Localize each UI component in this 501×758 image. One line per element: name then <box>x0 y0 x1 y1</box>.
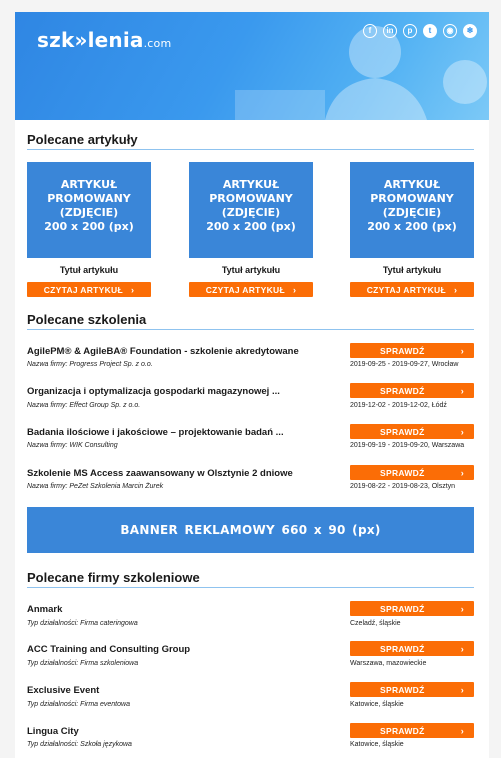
company-name[interactable]: Lingua City <box>27 726 79 737</box>
company-activity: Typ działalności: Firma szkoleniowa <box>27 660 139 667</box>
company-location: Katowice, śląskie <box>350 701 404 708</box>
logo-suffix: lenia <box>87 28 144 52</box>
course-title[interactable]: Badania ilościowe i jakościowe – projektowanie badań ... <box>27 427 284 438</box>
twitter-icon[interactable]: t <box>423 24 437 38</box>
courses-section-title: Polecane szkolenia <box>27 312 147 327</box>
linkedin-icon[interactable]: in <box>383 24 397 38</box>
company-name[interactable]: Anmark <box>27 604 63 615</box>
read-article-button[interactable] <box>189 282 313 297</box>
articles-divider <box>27 149 474 150</box>
chevron-right-icon: › <box>460 426 464 437</box>
course-dates-location: 2019-09-25 - 2019-09-27, Wrocław <box>350 361 459 368</box>
placeholder-line: ARTYKUŁ <box>60 178 118 191</box>
course-company: Nazwa firmy: PeZet Szkolenia Marcin Żurek <box>27 483 164 490</box>
course-company: Nazwa firmy: WIK Consulting <box>27 442 118 449</box>
button-label: SPRAWDŹ <box>380 426 425 437</box>
site-logo[interactable] <box>37 28 171 52</box>
course-title[interactable]: AgilePM® & AgileBA® Foundation - szkolenie akredytowane <box>27 346 299 357</box>
chevron-right-icon: › <box>130 284 135 295</box>
companies-divider <box>27 587 474 588</box>
companies-section-title: Polecane firmy szkoleniowe <box>27 570 200 585</box>
social-links <box>363 24 477 38</box>
button-label: SPRAWDŹ <box>380 725 425 736</box>
course-title[interactable]: Organizacja i optymalizacja gospodarki magazynowej ... <box>27 386 280 397</box>
button-label: CZYTAJ ARTYKUŁ <box>43 284 123 295</box>
chevron-right-icon: › <box>460 684 464 695</box>
placeholder-line: ARTYKUŁ <box>222 178 280 191</box>
read-article-button[interactable] <box>27 282 151 297</box>
button-label: SPRAWDŹ <box>380 643 425 654</box>
placeholder-line: PROMOWANY <box>370 192 454 205</box>
chevron-right-icon: › <box>453 284 458 295</box>
chevron-right-icon: › <box>292 284 297 295</box>
logo-prefix: szk <box>37 28 75 52</box>
chevron-right-icon: › <box>460 725 464 736</box>
check-course-button[interactable] <box>350 424 474 439</box>
placeholder-line: PROMOWANY <box>209 192 293 205</box>
article-title[interactable]: Tytuł artykułu <box>59 265 119 275</box>
article-title[interactable]: Tytuł artykułu <box>382 265 442 275</box>
company-location: Warszawa, mazowieckie <box>350 660 427 667</box>
company-activity: Typ działalności: Firma cateringowa <box>27 620 138 627</box>
placeholder-line: (ZDJĘCIE) <box>59 206 119 219</box>
company-location: Czeladź, śląskie <box>350 620 401 627</box>
facebook-icon[interactable]: f <box>363 24 377 38</box>
article-image-placeholder[interactable] <box>189 162 313 258</box>
check-company-button[interactable] <box>350 723 474 738</box>
header-banner <box>15 12 489 120</box>
button-label: SPRAWDŹ <box>380 467 425 478</box>
chevron-right-icon: › <box>460 643 464 654</box>
logo-domain: .com <box>143 37 172 50</box>
logo-arrows-icon: » <box>74 28 88 52</box>
article-image-placeholder[interactable] <box>350 162 474 258</box>
button-label: SPRAWDŹ <box>380 684 425 695</box>
button-label: SPRAWDŹ <box>380 385 425 396</box>
check-course-button[interactable] <box>350 343 474 358</box>
check-company-button[interactable] <box>350 682 474 697</box>
button-label: CZYTAJ ARTYKUŁ <box>205 284 285 295</box>
placeholder-line: 200 x 200 (px) <box>206 220 296 233</box>
check-company-button[interactable] <box>350 641 474 656</box>
instagram-icon[interactable]: ◉ <box>443 24 457 38</box>
company-location: Katowice, śląskie <box>350 741 404 748</box>
chevron-right-icon: › <box>460 345 464 356</box>
chevron-right-icon: › <box>460 467 464 478</box>
course-dates-location: 2019-09-19 - 2019-09-20, Warszawa <box>350 442 465 449</box>
course-dates-location: 2019-08-22 - 2019-08-23, Olsztyn <box>350 483 456 490</box>
button-label: SPRAWDŹ <box>380 345 425 356</box>
company-name[interactable]: ACC Training and Consulting Group <box>27 644 191 655</box>
snowflake-icon[interactable]: ❄ <box>463 24 477 38</box>
course-title[interactable]: Szkolenie MS Access zaawansowany w Olsztynie 2 dniowe <box>27 468 293 479</box>
company-name[interactable]: Exclusive Event <box>27 685 100 696</box>
ad-banner-placeholder[interactable]: BANNER REKLAMOWY 660 x 90 (px) <box>27 507 474 553</box>
course-dates-location: 2019-12-02 - 2019-12-02, Łódź <box>350 402 447 409</box>
chevron-right-icon: › <box>460 385 464 396</box>
course-company: Nazwa firmy: Effect Group Sp. z o.o. <box>27 402 141 409</box>
button-label: CZYTAJ ARTYKUŁ <box>366 284 446 295</box>
placeholder-line: (ZDJĘCIE) <box>382 206 442 219</box>
company-activity: Typ działalności: Szkoła językowa <box>27 741 132 748</box>
pinterest-icon[interactable]: p <box>403 24 417 38</box>
check-course-button[interactable] <box>350 383 474 398</box>
course-company: Nazwa firmy: Progress Project Sp. z o.o. <box>27 361 153 368</box>
placeholder-line: PROMOWANY <box>47 192 131 205</box>
placeholder-line: (ZDJĘCIE) <box>221 206 281 219</box>
check-course-button[interactable] <box>350 465 474 480</box>
chevron-right-icon: › <box>460 603 464 614</box>
placeholder-line: 200 x 200 (px) <box>367 220 457 233</box>
placeholder-line: 200 x 200 (px) <box>44 220 134 233</box>
company-activity: Typ działalności: Firma eventowa <box>27 701 130 708</box>
newsletter-card <box>15 12 489 758</box>
button-label: SPRAWDŹ <box>380 603 425 614</box>
placeholder-line: ARTYKUŁ <box>383 178 441 191</box>
check-company-button[interactable] <box>350 601 474 616</box>
articles-section-title: Polecane artykuły <box>27 132 138 147</box>
read-article-button[interactable] <box>350 282 474 297</box>
article-image-placeholder[interactable] <box>27 162 151 258</box>
courses-divider <box>27 329 474 330</box>
article-title[interactable]: Tytuł artykułu <box>221 265 281 275</box>
